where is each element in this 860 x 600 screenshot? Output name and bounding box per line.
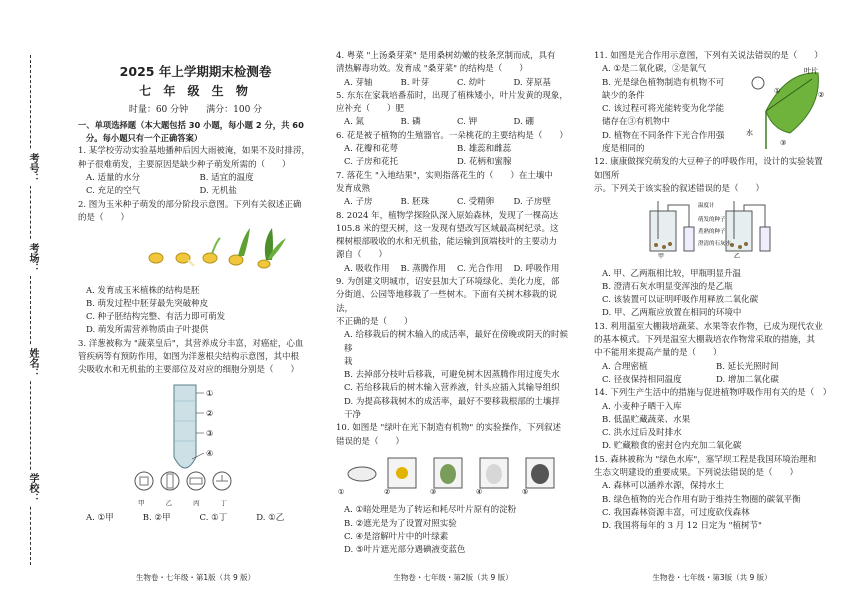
root-tip-figure [78,381,313,499]
label: 萌发的种子 [698,217,726,224]
radicle [188,260,194,266]
label: 甲 [138,498,145,507]
page-footer: 生物卷・七年级・第2版（共 9 版） [393,573,513,582]
option: B. 胚珠 [400,197,430,208]
limewater-tube [760,227,770,251]
question-14: 14. 下列生产生活中的措施与促进植物呼吸作用有关的是（ ） [594,388,832,399]
exam-number-label: 考号： [20,150,40,186]
cell-shape [167,474,173,488]
label: 叶片 [804,67,819,76]
question-2: 2. 图为玉米种子萌发的部分阶段示意图。下列有关叙述正确 [78,199,302,210]
name-label: 姓名： [20,345,40,381]
option: B. 绿色植物的光合作用有助于维持生物圈的碳氧平衡 [602,494,801,505]
label: 水 [746,129,754,138]
corn-germination-figure [78,228,313,276]
corn-seed [176,253,190,263]
option: C. 该装置可以证明呼吸作用释放二氧化碳 [602,295,759,306]
option: D. ⑤叶片遮光部分遇碘液变蓝色 [344,545,466,556]
cell-shape [140,477,148,485]
question-1: 1. 某学校劳动实验基地播种后因大雨被淹，如果不及时排涝， [78,146,310,157]
seed-dot [668,242,672,246]
question-10: 10. 如图是 "绿叶在光下制造有机物" 的实验操作，下列叙述 [336,423,561,434]
cell-diagram [135,472,153,490]
option: B. 澄清石灰水明显变浑浊的是乙瓶 [602,281,733,292]
exam-title: 2025 年上学期期末检测卷 [119,64,272,79]
question-1: 种子很难萌发，主要原因是缺少种子萌发所需的（ ） [78,159,291,170]
option: A. 适量的水分 [86,173,141,184]
option: C. 种子胚结构完整、有活力即可萌发 [86,312,226,323]
option: D. 甲、乙两瓶应放置在相同的环境中 [602,308,742,319]
sprout [212,238,220,254]
label: ① [206,388,214,398]
corn-seed [229,255,243,265]
label: 丙 [193,498,200,507]
label: ② [206,408,214,418]
option: A. 小麦种子晒干入库 [602,401,682,412]
option: B. ②遮光是为了设置对照实验 [344,518,457,529]
label: ① [774,87,781,96]
seed-dot [744,242,748,246]
option: D. 子房壁 [513,197,551,208]
exam-subtitle: 七 年 级 生 物 [139,84,252,99]
exam-meta: 时量：60 分钟 满分：100 分 [128,104,263,115]
question-11: 11. 如图是光合作用示意图，下列有关说法错误的是（ ） [594,51,823,61]
question-2: 的是（ ） [78,212,130,223]
option: A. 森林可以涵养水源，保持水土 [602,481,725,492]
question-15: 15. 森林被称为 "绿色水库"，塞罕坝工程是我国环境治理和 [594,454,817,465]
label: 煮熟的种子 [698,229,726,236]
corn-seed [203,253,217,263]
cell-shape [190,478,202,484]
option: C. 该过程可将光能转变为化学能 [602,104,725,115]
option: C. 钾 [457,117,478,128]
column-2 [336,50,570,557]
section-heading: 一、单项选择题（本大题包括 30 小题，每小题 2 分，共 60 [78,119,304,130]
option: B. 适宜的温度 [199,173,254,184]
label: 乙 [734,253,741,260]
leaf-icon [766,73,818,133]
option: D. 花柄和蜜腺 [457,157,512,168]
option: A. 发育成玉米植株的结构是胚 [86,285,200,296]
option: 缺少的条件 [602,90,645,101]
option: A. ①是二氧化碳，②是氧气 [602,64,707,75]
cell-diagram [161,472,179,490]
question-5: 5. 东东在家栽培番茄时，出现了植株矮小，叶片发黄的现象， [336,90,568,101]
question-4: 4. 粤菜 "上汤桑芽菜" 是用桑树幼嫩的枝条烹制而成，具有 [336,51,556,61]
option: 栽 [344,356,353,367]
page-footer: 生物卷・七年级・第3版（共 9 版） [652,573,772,582]
option: B. 去掉部分枝叶后移栽，可避免树木因蒸腾作用过度失水 [344,370,560,381]
seedling-leaf [238,228,250,256]
label: 乙 [165,498,172,507]
question-4: 清热解毒功效。发育成 "桑芽菜" 的结构是（ ） [336,64,528,75]
page-footer: 生物卷・七年级・第1版（共 9 版） [135,573,256,582]
label: ④ [476,487,483,496]
seed-dot [738,245,742,249]
option: D. ①乙 [256,513,285,524]
corn-seed [149,253,163,263]
option: A. ①甲 [86,513,114,524]
label: 温度计 [698,203,715,210]
label: ④ [206,448,214,458]
option: C. ④是溶解叶片中的叶绿素 [344,531,449,542]
option: B. 延长光照时间 [716,361,779,372]
option: B. 低温贮藏蔬菜、水果 [602,414,691,425]
option: A. 子房 [344,197,373,208]
sun-icon [752,77,764,89]
option: A. 给移栽后的树木输入的成活率，最好在傍晚或阴天的时候移 [344,330,569,354]
label: ③ [780,139,787,148]
label: ③ [206,428,214,438]
exam-room-label: 考场： [20,240,40,276]
school-label: 学校： [20,470,40,506]
respiration-apparatus-figure [594,199,830,259]
root-tip [174,385,196,468]
seed-dot [654,243,658,247]
option: A. 甲、乙两瓶相比较，甲瓶明显升温 [602,268,742,279]
option: C. 我国森林资源丰富，可过度砍伐森林 [602,507,750,518]
question-9: 分街道、公园等地移栽了一些树木。下面有关树木移栽的说法， [336,290,558,314]
option: C. 光合作用 [457,263,503,274]
option: B. ②甲 [142,513,171,524]
leaf-icon [531,464,549,484]
option: D. 贮藏粮食的密封仓内充加二氧化碳 [602,441,742,452]
leaf-icon [440,464,456,484]
label: ② [818,91,825,100]
label: 甲 [658,253,665,260]
question-8: 105.8 米的望天树，这一发现有望改写区域最高树纪录。这 [336,223,559,234]
question-10: 错误的是（ ） [336,436,405,447]
option: A. ①暗处理是为了转运和耗尽叶片原有的淀粉 [344,505,517,516]
option: D. 增加二氧化碳 [716,374,779,385]
option: D. 我国将每年的 3 月 12 日定为 "植树节" [602,521,762,532]
question-5: 应补充（ ）肥 [336,104,405,115]
question-13: 13. 利用温室大棚栽培蔬菜、水果等农作物，已成为现代农业 [594,321,823,332]
column-3 [594,50,830,534]
label: ② [384,487,391,496]
column-1 [78,50,313,526]
option: D. 硼 [513,117,534,128]
option: A. 合理密植 [602,361,648,372]
option: D. 植物在不同条件下光合作用强 [602,130,725,141]
option: C. 子房和花托 [344,157,399,168]
question-12: 12. 康康做探究萌发的大豆种子的呼吸作用，设计的实验装置如图所 [594,157,823,181]
option: C. 若给移栽后的树木输入营养液，针头应插入其输导组织 [344,383,560,394]
option: B. 雄蕊和雌蕊 [457,144,512,155]
question-8: 源自（ ） [336,250,388,261]
label: ③ [430,487,437,496]
option: A. 芽轴 [344,77,373,88]
option: D. 呼吸作用 [513,263,560,274]
question-13: 的基本模式。下列是温室大棚栽培农作物常采取的措施，其 [594,335,816,346]
option: C. 受精卵 [457,197,495,208]
leaf-experiment-figure [336,452,570,496]
question-6: 6. 花是被子植物的生殖器官。一朵桃花的主要结构是（ ） [336,130,568,141]
question-3: 尖吸收水和无机盐的主要部位及对应的细胞分别是（ ） [78,365,300,376]
option: D. 为提高移栽树木的成活率，最好不要移栽根部的土壤拌 [344,396,560,407]
question-9: 9. 为创建文明城市，诏安县加大了环境绿化、美化力度，部 [336,277,560,288]
option: 度是相同的 [602,144,645,155]
option: C. 洪水过后及时排水 [602,428,682,439]
option: B. 光是绿色植物制造有机物不可 [602,77,725,88]
question-3: 3. 洋葱被称为 "蔬菜皇后"，其营养成分丰富，对癌症，心血 [78,338,304,349]
question-3: 管疾病等有预防作用，如图为洋葱根尖结构示意图，其中根 [78,352,300,363]
step-dark-pot [348,467,376,481]
option: B. 磷 [400,117,421,128]
question-12: 示。下列关于该实验的叙述错误的是（ ） [594,183,765,194]
section-heading: 分。每小题只有一个正确答案） [86,133,203,144]
limewater-tube [684,227,694,251]
option: C. 径夜保持相同温度 [602,374,682,385]
question-7: 发育成熟 [336,183,371,194]
option: D. 芽原基 [513,77,551,88]
binding-margin [0,0,58,600]
question-8: 8. 2024 年，植物学探险队深入原始森林，发现了一棵高达 [336,210,559,221]
question-8: 棵树根部吸收的水和无机盐，能运输到顶端枝叶的主要动力 [336,237,558,248]
corn-seed [258,260,270,268]
option: 储存在③有机物中 [602,117,671,128]
option: B. 蒸腾作用 [400,263,447,274]
question-13: 中不能用来提高产量的是（ ） [594,348,722,359]
option: C. 幼叶 [457,77,486,88]
option: A. 花瓣和花萼 [344,144,399,155]
option: 干净 [344,410,362,421]
cell-shape [216,475,228,481]
seed-dot [662,245,666,249]
option: B. 叶芽 [400,77,430,88]
sun-icon [396,467,408,479]
option: A. 氮 [344,117,365,128]
label: 丁 [220,498,227,507]
option: C. 充足的空气 [86,186,141,197]
leaf-icon [486,464,502,484]
option: A. 吸收作用 [344,263,390,274]
option: D. 萌发所需营养物质由子叶提供 [86,325,209,336]
option: D. 无机盐 [199,186,237,197]
option: C. ①丁 [199,513,228,524]
bottle-jia [650,211,676,251]
label: ① [338,487,345,496]
question-15: 生态文明建设的重要成果。下列说法错误的是（ ） [594,468,799,479]
option: B. 萌发过程中胚芽最先突破种皮 [86,298,209,309]
photosynthesis-figure [746,63,830,153]
question-9: 不正确的是（ ） [336,316,413,327]
label: ⑤ [522,487,529,496]
label: 澄清的石灰水 [698,241,732,248]
question-7: 7. 落花生 "入地结果"，实则指落花生的（ ）在土壤中 [336,170,553,181]
